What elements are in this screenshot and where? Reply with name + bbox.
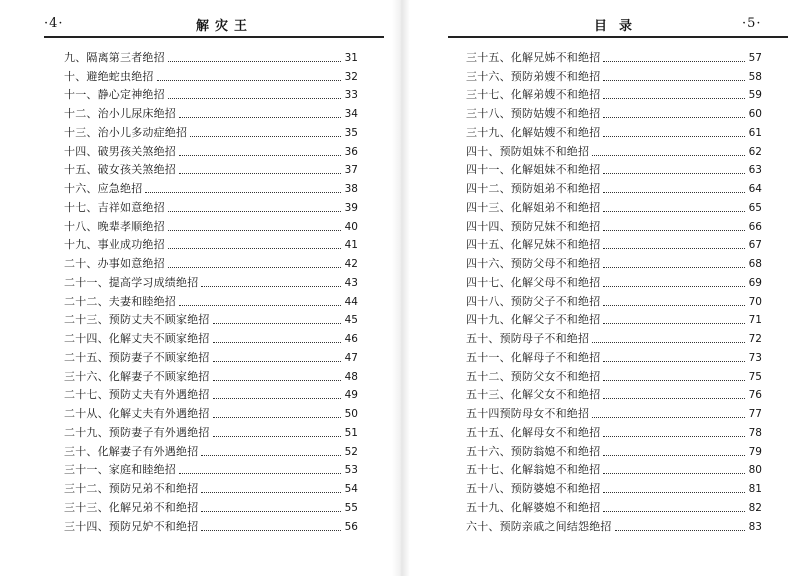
toc-entry-title: 五十五、化解母女不和绝招 bbox=[466, 425, 601, 439]
toc-entry bbox=[466, 177, 762, 196]
dot-leader bbox=[603, 286, 745, 287]
toc-entry bbox=[64, 177, 358, 196]
right-page-header bbox=[410, 12, 793, 38]
toc-entry-page: 50 bbox=[344, 408, 358, 420]
dot-leader bbox=[603, 211, 745, 212]
toc-entry-page: 41 bbox=[344, 239, 358, 252]
toc-entry bbox=[466, 477, 762, 496]
toc-entry-title: 五十六、预防翁媳不和绝招 bbox=[466, 444, 601, 458]
toc-entry-page: 58 bbox=[748, 70, 762, 83]
toc-entry-page: 73 bbox=[748, 351, 762, 364]
toc-entry bbox=[466, 365, 762, 384]
dot-leader bbox=[603, 192, 745, 193]
toc-entry-page: 66 bbox=[748, 220, 762, 233]
toc-entry-title: 四十七、化解父母不和绝招 bbox=[466, 275, 601, 289]
toc-entry-title: 四十五、化解兄妹不和绝招 bbox=[466, 238, 601, 252]
toc-entry-page: 43 bbox=[344, 276, 358, 289]
toc-entry-title: 三十六、化解妻子不顾家绝招 bbox=[64, 369, 210, 383]
dot-leader bbox=[179, 173, 341, 174]
toc-entry-title: 五十七、化解翁媳不和绝招 bbox=[466, 463, 601, 477]
toc-entry bbox=[466, 271, 762, 290]
toc-entry-title: 三十八、预防姑嫂不和绝招 bbox=[466, 107, 601, 120]
toc-entry-title: 九、隔离第三者绝招 bbox=[64, 50, 165, 64]
toc-entry-page: 69 bbox=[748, 276, 762, 289]
dot-leader bbox=[201, 492, 341, 493]
book-gutter bbox=[392, 0, 410, 576]
toc-entry-page: 77 bbox=[748, 408, 762, 420]
header-rule bbox=[448, 36, 788, 38]
toc-entry-title: 二十、办事如意绝招 bbox=[64, 257, 165, 270]
toc-entry-title: 三十二、预防兄弟不和绝招 bbox=[64, 482, 199, 495]
toc-entry bbox=[466, 515, 762, 534]
running-title: 解灾王 bbox=[196, 19, 254, 34]
toc-entry-title: 二十七、预防丈夫有外遇绝招 bbox=[64, 388, 210, 402]
toc-entry-page: 49 bbox=[344, 389, 358, 402]
toc-entry bbox=[64, 477, 358, 496]
toc-entry-title: 十九、事业成功绝招 bbox=[64, 238, 165, 252]
toc-entry-page: 78 bbox=[748, 426, 762, 439]
toc-entry-page: 37 bbox=[344, 164, 358, 177]
toc-entry-title: 四十九、化解父子不和绝招 bbox=[466, 313, 601, 327]
toc-entry bbox=[466, 46, 762, 65]
toc-list bbox=[466, 46, 762, 534]
toc-entry-page: 65 bbox=[748, 201, 762, 214]
dot-leader bbox=[615, 530, 745, 531]
toc-entry bbox=[64, 365, 358, 384]
dot-leader bbox=[168, 211, 341, 212]
dot-leader bbox=[603, 436, 745, 437]
dot-leader bbox=[603, 98, 745, 99]
dot-leader bbox=[603, 398, 745, 399]
toc-entry bbox=[64, 309, 358, 328]
toc-entry-page: 55 bbox=[344, 501, 358, 514]
toc-entry bbox=[64, 215, 358, 234]
toc-entry-title: 二十二、夫妻和睦绝招 bbox=[64, 294, 176, 308]
toc-entry bbox=[466, 215, 762, 234]
toc-entry-page: 32 bbox=[344, 70, 358, 83]
toc-entry bbox=[466, 459, 762, 478]
toc-entry-title: 四十二、预防姐弟不和绝招 bbox=[466, 182, 601, 195]
toc-entry-title: 三十四、预防兄妒不和绝招 bbox=[64, 519, 199, 533]
toc-entry bbox=[64, 65, 358, 84]
toc-entry bbox=[64, 384, 358, 403]
dot-leader bbox=[168, 98, 341, 99]
toc-entry bbox=[466, 346, 762, 365]
toc-entry-title: 三十九、化解姑嫂不和绝招 bbox=[466, 125, 601, 139]
toc-entry-title: 五十四预防母女不和绝招 bbox=[466, 407, 590, 420]
toc-entry-title: 十六、应急绝招 bbox=[64, 182, 143, 195]
toc-entry bbox=[64, 196, 358, 215]
dot-leader bbox=[603, 323, 745, 324]
toc-entry-page: 71 bbox=[748, 314, 762, 327]
toc-entry bbox=[64, 496, 358, 515]
dot-leader bbox=[179, 117, 341, 118]
toc-entry-page: 75 bbox=[748, 370, 762, 383]
toc-entry-page: 59 bbox=[748, 89, 762, 102]
running-title: 目录 bbox=[594, 19, 645, 34]
toc-entry-title: 四十四、预防兄妹不和绝招 bbox=[466, 219, 601, 233]
dot-leader bbox=[201, 286, 341, 287]
dot-leader bbox=[168, 61, 341, 62]
toc-entry bbox=[64, 84, 358, 103]
page-number: ·5· bbox=[742, 16, 762, 31]
toc-entry-page: 53 bbox=[344, 464, 358, 477]
toc-entry-title: 五十九、化解婆媳不和绝招 bbox=[466, 500, 601, 514]
toc-entry-title: 二十九、预防妻子有外遇绝招 bbox=[64, 425, 210, 439]
toc-entry-page: 51 bbox=[344, 426, 358, 439]
toc-entry-title: 二十三、预防丈夫不顾家绝招 bbox=[64, 313, 210, 327]
dot-leader bbox=[213, 380, 341, 381]
toc-entry-title: 十二、治小儿尿床绝招 bbox=[64, 107, 176, 120]
dot-leader bbox=[201, 530, 341, 531]
toc-entry-page: 34 bbox=[344, 108, 358, 120]
page-number: ·4· bbox=[44, 16, 64, 31]
toc-entry bbox=[64, 327, 358, 346]
toc-entry bbox=[64, 252, 358, 271]
dot-leader bbox=[213, 361, 341, 362]
dot-leader bbox=[201, 511, 341, 512]
toc-entry-page: 68 bbox=[748, 258, 762, 270]
toc-entry-title: 三十六、预防弟嫂不和绝招 bbox=[466, 69, 601, 83]
toc-entry bbox=[466, 440, 762, 459]
toc-entry bbox=[466, 159, 762, 178]
dot-leader bbox=[603, 117, 745, 118]
dot-leader bbox=[603, 267, 745, 268]
toc-entry-title: 十八、晚辈孝顺绝招 bbox=[64, 219, 165, 233]
toc-entry-page: 56 bbox=[344, 520, 358, 533]
dot-leader bbox=[603, 173, 745, 174]
toc-entry bbox=[466, 290, 762, 309]
toc-entry-page: 64 bbox=[748, 183, 762, 195]
toc-entry-title: 四十、预防姐妹不和绝招 bbox=[466, 144, 590, 158]
dot-leader bbox=[603, 136, 745, 137]
toc-entry-title: 三十、化解妻子有外遇绝招 bbox=[64, 444, 199, 458]
toc-entry-title: 十四、破男孩关煞绝招 bbox=[64, 144, 176, 158]
toc-entry bbox=[64, 459, 358, 478]
toc-entry-page: 33 bbox=[344, 89, 358, 102]
dot-leader bbox=[157, 80, 341, 81]
toc-entry bbox=[466, 65, 762, 84]
toc-entry bbox=[466, 121, 762, 140]
toc-entry-page: 61 bbox=[748, 126, 762, 139]
toc-entry bbox=[64, 46, 358, 65]
toc-entry-title: 十七、吉祥如意绝招 bbox=[64, 200, 165, 214]
toc-entry-title: 三十三、化解兄弟不和绝招 bbox=[64, 500, 199, 514]
dot-leader bbox=[168, 267, 341, 268]
toc-entry-title: 四十六、预防父母不和绝招 bbox=[466, 257, 601, 270]
toc-entry-page: 31 bbox=[344, 51, 358, 64]
toc-entry-title: 四十一、化解姐妹不和绝招 bbox=[466, 163, 601, 177]
toc-entry-page: 54 bbox=[344, 483, 358, 495]
toc-entry-page: 62 bbox=[748, 145, 762, 158]
toc-entry bbox=[64, 421, 358, 440]
toc-entry bbox=[64, 140, 358, 159]
dot-leader bbox=[603, 380, 745, 381]
toc-entry-title: 三十五、化解兄姊不和绝招 bbox=[466, 50, 601, 64]
toc-entry bbox=[64, 440, 358, 459]
toc-entry bbox=[64, 346, 358, 365]
dot-leader bbox=[179, 305, 341, 306]
dot-leader bbox=[603, 305, 745, 306]
toc-entry-page: 52 bbox=[344, 445, 358, 458]
header-rule bbox=[44, 36, 384, 38]
toc-entry-title: 二十从、化解丈夫有外遇绝招 bbox=[64, 407, 210, 420]
toc-entry-page: 45 bbox=[344, 314, 358, 327]
toc-entry-page: 76 bbox=[748, 389, 762, 402]
dot-leader bbox=[213, 436, 341, 437]
dot-leader bbox=[603, 473, 745, 474]
toc-entry bbox=[466, 496, 762, 515]
toc-entry-title: 五十二、预防父女不和绝招 bbox=[466, 369, 601, 383]
dot-leader bbox=[213, 398, 341, 399]
dot-leader bbox=[603, 230, 745, 231]
left-page-header bbox=[0, 12, 392, 38]
toc-entry-page: 67 bbox=[748, 239, 762, 252]
toc-entry-title: 四十三、化解姐弟不和绝招 bbox=[466, 200, 601, 214]
toc-entry-title: 二十四、化解丈夫不顾家绝招 bbox=[64, 332, 210, 345]
dot-leader bbox=[603, 80, 745, 81]
toc-entry-page: 46 bbox=[344, 333, 358, 345]
toc-entry bbox=[64, 234, 358, 253]
dot-leader bbox=[603, 511, 745, 512]
toc-entry-page: 35 bbox=[344, 126, 358, 139]
toc-entry-title: 十、避绝蛇虫绝招 bbox=[64, 69, 154, 83]
toc-entry-title: 五十一、化解母子不和绝招 bbox=[466, 350, 601, 364]
toc-entry-title: 十三、治小儿多动症绝招 bbox=[64, 125, 188, 139]
toc-entry bbox=[64, 515, 358, 534]
dot-leader bbox=[592, 342, 745, 343]
dot-leader bbox=[592, 417, 745, 418]
toc-entry-page: 44 bbox=[344, 295, 358, 308]
toc-entry bbox=[466, 84, 762, 103]
toc-entry bbox=[466, 327, 762, 346]
dot-leader bbox=[190, 136, 341, 137]
toc-entry-page: 70 bbox=[748, 295, 762, 308]
toc-entry bbox=[466, 384, 762, 403]
toc-entry bbox=[466, 196, 762, 215]
dot-leader bbox=[179, 473, 341, 474]
toc-entry-title: 五十、预防母子不和绝招 bbox=[466, 332, 590, 345]
dot-leader bbox=[179, 155, 341, 156]
dot-leader bbox=[603, 248, 745, 249]
toc-entry-page: 72 bbox=[748, 333, 762, 345]
dot-leader bbox=[213, 342, 341, 343]
toc-entry-title: 二十一、提高学习成绩绝招 bbox=[64, 275, 199, 289]
toc-entry-page: 63 bbox=[748, 164, 762, 177]
toc-entry-page: 81 bbox=[748, 483, 762, 495]
dot-leader bbox=[603, 455, 745, 456]
left-page bbox=[0, 0, 392, 576]
dot-leader bbox=[603, 492, 745, 493]
dot-leader bbox=[213, 417, 341, 418]
toc-entry bbox=[64, 290, 358, 309]
toc-entry bbox=[466, 252, 762, 271]
toc-entry bbox=[64, 271, 358, 290]
dot-leader bbox=[592, 155, 745, 156]
toc-entry-page: 82 bbox=[748, 501, 762, 514]
toc-entry-page: 60 bbox=[748, 108, 762, 120]
toc-entry-page: 57 bbox=[748, 51, 762, 64]
toc-entry bbox=[466, 234, 762, 253]
toc-entry-page: 36 bbox=[344, 145, 358, 158]
toc-entry bbox=[64, 402, 358, 421]
toc-entry-title: 五十三、化解父女不和绝招 bbox=[466, 388, 601, 402]
toc-entry-page: 40 bbox=[344, 220, 358, 233]
toc-entry bbox=[466, 402, 762, 421]
toc-entry-page: 79 bbox=[748, 445, 762, 458]
toc-entry-title: 十五、破女孩关煞绝招 bbox=[64, 163, 176, 177]
right-page bbox=[410, 0, 793, 576]
toc-entry-title: 四十八、预防父子不和绝招 bbox=[466, 294, 601, 308]
toc-entry-page: 39 bbox=[344, 201, 358, 214]
toc-list bbox=[64, 46, 358, 534]
toc-entry-title: 三十七、化解弟嫂不和绝招 bbox=[466, 88, 601, 102]
toc-entry-page: 83 bbox=[748, 520, 762, 533]
toc-entry-page: 48 bbox=[344, 370, 358, 383]
dot-leader bbox=[201, 455, 341, 456]
toc-entry-page: 47 bbox=[344, 351, 358, 364]
toc-entry bbox=[64, 102, 358, 121]
toc-entry-title: 二十五、预防妻子不顾家绝招 bbox=[64, 350, 210, 364]
dot-leader bbox=[168, 230, 341, 231]
toc-entry-page: 38 bbox=[344, 183, 358, 195]
dot-leader bbox=[603, 361, 745, 362]
dot-leader bbox=[168, 248, 341, 249]
toc-entry-title: 六十、预防亲戚之间结怨绝招 bbox=[466, 519, 612, 533]
toc-entry-page: 80 bbox=[748, 464, 762, 477]
toc-entry bbox=[64, 159, 358, 178]
dot-leader bbox=[213, 323, 341, 324]
dot-leader bbox=[145, 192, 341, 193]
toc-entry bbox=[466, 140, 762, 159]
toc-entry-title: 三十一、家庭和睦绝招 bbox=[64, 463, 176, 477]
toc-entry bbox=[466, 309, 762, 328]
toc-entry bbox=[466, 421, 762, 440]
toc-entry-title: 五十八、预防婆媳不和绝招 bbox=[466, 482, 601, 495]
toc-entry-title: 十一、静心定神绝招 bbox=[64, 88, 165, 102]
toc-entry bbox=[64, 121, 358, 140]
toc-entry bbox=[466, 102, 762, 121]
toc-entry-page: 42 bbox=[344, 258, 358, 270]
dot-leader bbox=[603, 61, 745, 62]
